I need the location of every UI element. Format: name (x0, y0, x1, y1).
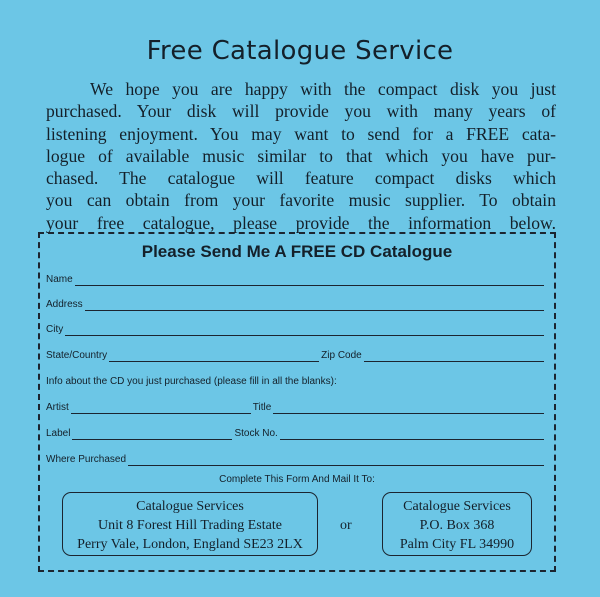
stock-label: Stock No. (234, 428, 278, 439)
stock-field[interactable] (280, 425, 544, 440)
intro-line: listening enjoyment. You may want to send for a FREE cata- (46, 123, 556, 144)
mail-instruction: Complete This Form And Mail It To: (219, 474, 375, 485)
intro-line: We hope you are happy with the compact disk you just (90, 79, 556, 99)
cd-title-label: Title (252, 402, 272, 413)
intro-line: your free catalogue, please provide the information below. (46, 212, 556, 233)
name-row (46, 270, 546, 286)
intro-line: you can obtain from your favorite music supplier. To obtain (46, 190, 556, 211)
address-line: Perry Vale, London, England SE23 2LX (77, 537, 303, 552)
address-line: Palm City FL 34990 (399, 537, 515, 552)
state-label: State/Country (46, 350, 108, 361)
record-label-label: Label (46, 428, 71, 439)
artist-label: Artist (46, 402, 69, 413)
zip-field[interactable] (364, 347, 544, 362)
intro-line: logue of available music similar to that which you have pur- (46, 145, 556, 166)
record-label-field[interactable] (72, 425, 232, 440)
or-text: or (340, 518, 352, 533)
city-field[interactable] (65, 321, 544, 336)
address-line: Unit 8 Forest Hill Trading Estate (98, 518, 282, 533)
intro-line: purchased. Your disk will provide you with many years of (46, 101, 556, 122)
where-purchased-row (46, 450, 546, 466)
artist-title-row (46, 398, 546, 414)
intro-line: chased. The catalogue will feature compact disks which (46, 168, 556, 189)
address-label: Address (46, 299, 83, 310)
form-title: Please Send Me A FREE CD Catalogue (141, 242, 453, 261)
address-line: P.O. Box 368 (419, 518, 495, 533)
address-row (46, 295, 546, 311)
address-line: Catalogue Services (403, 499, 511, 514)
intro-paragraph (46, 78, 556, 234)
address-box-uk (62, 492, 318, 556)
state-field[interactable] (109, 347, 319, 362)
city-label: City (46, 324, 64, 335)
city-row (46, 320, 546, 336)
address-line: Catalogue Services (136, 499, 244, 514)
address-field[interactable] (85, 296, 544, 311)
artist-field[interactable] (71, 399, 251, 414)
request-form (38, 232, 556, 572)
address-box-us (382, 492, 532, 556)
cd-info-label: Info about the CD you just purchased (please fill in all the blanks): (46, 376, 337, 387)
zip-label: Zip Code (321, 350, 362, 361)
where-purchased-label: Where Purchased (46, 454, 127, 465)
state-zip-row (46, 346, 546, 362)
page-title: Free Catalogue Service (146, 36, 454, 66)
cd-title-field[interactable] (273, 399, 544, 414)
where-purchased-field[interactable] (128, 451, 544, 466)
name-label: Name (46, 274, 73, 285)
label-stock-row (46, 424, 546, 440)
name-field[interactable] (75, 271, 544, 286)
